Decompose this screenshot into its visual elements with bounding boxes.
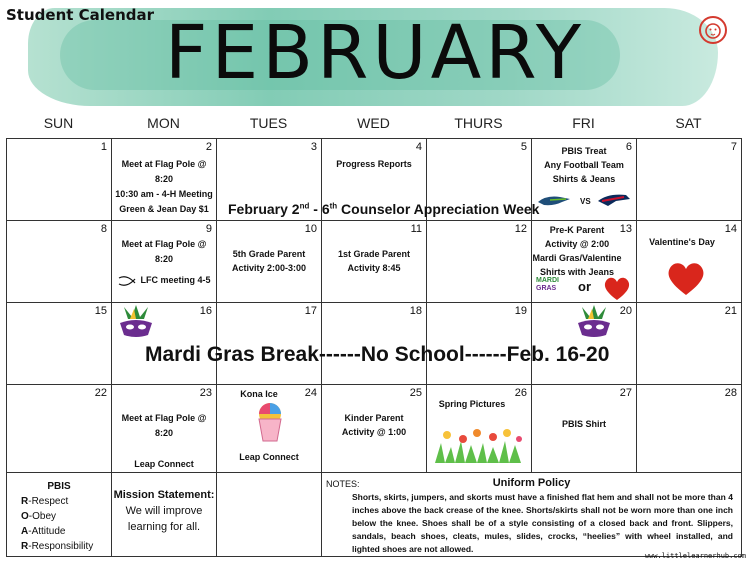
lion-logo-icon — [698, 14, 728, 48]
dow-sun: SUN — [43, 115, 74, 131]
notes-label: NOTES: — [326, 479, 360, 489]
day-number: 20 — [619, 305, 632, 317]
day-number: 26 — [514, 387, 527, 399]
day-cell — [532, 139, 637, 221]
lfc-row — [112, 275, 216, 286]
day-number: 24 — [304, 387, 317, 399]
heart-icon — [602, 276, 632, 302]
event-line: Any Football Team — [544, 160, 624, 170]
day-number: 6 — [625, 141, 632, 153]
day-cell — [7, 221, 112, 303]
event-text: Valentine's Day — [649, 237, 715, 247]
gras-logo-line: GRAS — [536, 285, 557, 292]
day-number: 27 — [619, 387, 632, 399]
event-text: Leap Connect — [134, 459, 194, 469]
event-text: Kona Ice — [240, 389, 278, 399]
mardi-gras-mask-icon — [114, 305, 158, 341]
dow-sat: SAT — [675, 115, 702, 131]
dow-wed: WED — [357, 115, 390, 131]
vs-text: VS — [580, 197, 591, 206]
dow-fri: FRI — [572, 115, 595, 131]
event-line: Meet at Flag Pole @ 8:20 — [121, 159, 207, 184]
day-number: 16 — [199, 305, 212, 317]
day-number: 25 — [409, 387, 422, 399]
empty-cell — [217, 473, 322, 557]
day-number: 28 — [724, 387, 737, 399]
day-cell — [427, 385, 532, 473]
event-line: 10:30 am - 4-H Meeting — [115, 189, 213, 199]
or-text: or — [578, 279, 591, 294]
day-cell — [112, 221, 217, 303]
event-text: LFC meeting 4-5 — [140, 275, 211, 285]
week-row — [7, 385, 742, 473]
snow-cone-icon — [255, 401, 285, 443]
mardi-gras-break-banner: Mardi Gras Break------No School------Feb. 16-20 — [145, 343, 610, 366]
pbis-item: A-Attitude — [21, 526, 66, 537]
event-line: 1st Grade Parent — [337, 249, 411, 259]
event-line: 5th Grade Parent — [232, 249, 306, 259]
event-line: Mardi Gras/Valentine — [532, 253, 622, 263]
day-number: 8 — [100, 223, 107, 235]
day-number: 9 — [205, 223, 212, 235]
event-line: Kinder Parent — [344, 413, 404, 423]
event-line: Activity 8:45 — [347, 263, 401, 273]
day-cell — [217, 221, 322, 303]
day-cell — [112, 139, 217, 221]
mission-line: We will improve — [125, 505, 203, 517]
day-cell — [322, 221, 427, 303]
day-number: 1 — [100, 141, 107, 153]
event-text: Leap Connect — [239, 452, 299, 462]
day-number: 10 — [304, 223, 317, 235]
day-cell — [637, 385, 742, 473]
mission-title: Mission Statement: — [113, 489, 215, 501]
event-line: Green & Jean Day $1 — [119, 204, 209, 214]
calendar-label: Student Calendar — [6, 6, 155, 24]
mission-line: learning for all. — [127, 521, 201, 533]
day-number: 3 — [310, 141, 317, 153]
event-line: Activity 2:00-3:00 — [231, 263, 307, 273]
day-number: 5 — [520, 141, 527, 153]
event-text — [322, 247, 426, 275]
patriots-logo-icon — [596, 191, 632, 209]
pbis-item: O-Obey — [21, 511, 57, 522]
day-cell — [637, 303, 742, 385]
dow-tues: TUES — [249, 115, 288, 131]
day-cell — [637, 221, 742, 303]
event-text: Progress Reports — [336, 159, 412, 169]
dow-thurs: THURS — [454, 115, 503, 131]
pbis-item: R-Respect — [21, 496, 69, 507]
day-number: 12 — [514, 223, 527, 235]
day-cell — [532, 221, 637, 303]
week-row — [7, 221, 742, 303]
month-title: FEBRUARY — [164, 10, 586, 96]
day-number: 22 — [94, 387, 107, 399]
day-number: 17 — [304, 305, 317, 317]
uniform-policy-body: Shorts, skirts, jumpers, and skorts must have a finished flat hem and shall not be more than 4 inches above the back crease of the knee. Shorts/skirts shall not be worn more than one inch below the knee. Shoes shall be of a style consisting of a closed back and front. Slippers, sandals, beach shoes, cleats, mules, slides, crocks, “heelies” with wheel installed, and lighted shoes are not allowed. — [352, 492, 733, 554]
day-cell — [532, 385, 637, 473]
event-line: Pre-K Parent — [549, 225, 605, 235]
day-number: 23 — [199, 387, 212, 399]
seahawks-logo-icon — [536, 193, 572, 209]
day-number: 18 — [409, 305, 422, 317]
pbis-box — [7, 473, 111, 554]
event-text: Spring Pictures — [438, 399, 506, 409]
day-cell — [427, 221, 532, 303]
footer-url: www.littlelearnerhub.com — [644, 552, 746, 560]
event-line: Shirts & Jeans — [552, 174, 616, 184]
day-cell — [7, 385, 112, 473]
dow-mon: MON — [147, 115, 180, 131]
mission-cell — [112, 473, 217, 557]
day-number: 11 — [410, 223, 422, 235]
mardi-gras-mask-icon — [572, 305, 616, 341]
notes-row — [7, 473, 742, 557]
day-number: 15 — [94, 305, 107, 317]
event-line: Shirts with Jeans — [539, 267, 615, 277]
day-number: 7 — [730, 141, 737, 153]
day-cell — [7, 303, 112, 385]
day-cell — [217, 385, 322, 473]
event-text: PBIS Shirt — [561, 419, 606, 429]
heart-icon — [665, 261, 707, 297]
event-line: PBIS Treat — [561, 146, 607, 156]
event-line: Activity @ 2:00 — [544, 239, 610, 249]
pbis-cell — [7, 473, 112, 557]
event-text: Meet at Flag Pole @ 8:20 — [121, 239, 207, 264]
uniform-policy-title: Uniform Policy — [492, 477, 571, 489]
mardi-gras-logo — [536, 277, 559, 293]
day-number: 19 — [514, 305, 527, 317]
day-cell — [112, 385, 217, 473]
event-text — [322, 411, 426, 439]
day-number: 21 — [724, 305, 737, 317]
day-cell — [7, 139, 112, 221]
day-cell — [637, 139, 742, 221]
event-text — [532, 144, 636, 186]
ichthys-icon — [118, 276, 138, 286]
mardi-logo-line: MARDI — [536, 277, 559, 284]
event-text: Meet at Flag Pole @ 8:20 — [121, 413, 207, 438]
counselor-week-banner: February 2nd - 6th Counselor Appreciation Week — [228, 201, 540, 217]
notes-cell — [322, 473, 742, 557]
day-number: 2 — [205, 141, 212, 153]
pbis-item: R-Responsibility — [21, 541, 94, 552]
mission-box — [112, 487, 216, 535]
pbis-title: PBIS — [47, 481, 71, 492]
event-text — [217, 247, 321, 275]
day-number: 4 — [415, 141, 422, 153]
day-number: 14 — [724, 223, 737, 235]
spring-flowers-icon — [435, 425, 525, 463]
day-number: 13 — [619, 223, 632, 235]
day-cell — [322, 385, 427, 473]
event-line: Activity @ 1:00 — [341, 427, 407, 437]
event-text — [112, 157, 216, 217]
